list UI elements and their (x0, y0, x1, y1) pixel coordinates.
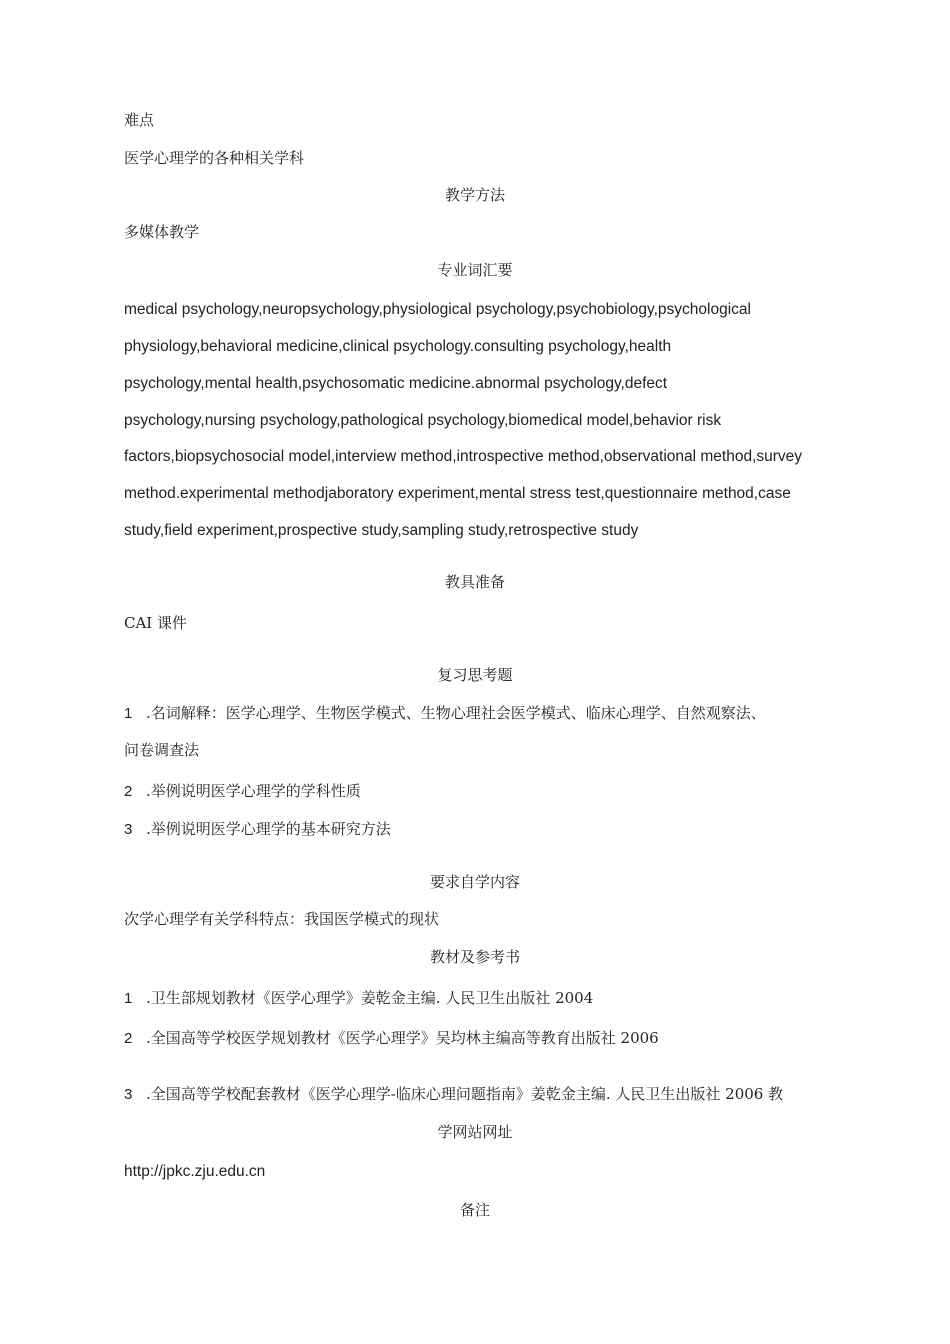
item-text: .卫生部规划教材《医学心理学》姜乾金主编. 人民卫生出版社 2004 (146, 989, 594, 1007)
references-heading: 教材及参考书 (429, 948, 520, 966)
website-heading: 学网站网址 (437, 1123, 513, 1141)
item-number: 1 (124, 705, 133, 722)
vocabulary-line: psychology,mental health,psychosomatic medicine.abnormal psychology,defect (124, 375, 668, 392)
vocabulary-line: psychology,nursing psychology,pathological psychology,biomedical model,behavior risk (124, 412, 722, 429)
item-text: .全国高等学校医学规划教材《医学心理学》吴均林主编高等教育出版社 2006 (146, 1029, 659, 1047)
reference-item (124, 1028, 659, 1049)
teaching-tools-text: CAI 课件 (124, 614, 188, 632)
item-text: .名词解释：医学心理学、生物医学模式、生物心理社会医学模式、临床心理学、自然观察法、 (146, 704, 766, 722)
reference-item (124, 988, 593, 1009)
item-number: 2 (124, 783, 133, 800)
vocabulary-line: method.experimental methodjaboratory experiment,mental stress test,questionnaire method,case (124, 485, 791, 502)
item-text: .举例说明医学心理学的基本研究方法 (146, 820, 391, 838)
vocabulary-line: factors,biopsychosocial model,interview method,introspective method,observational method,survey (124, 448, 803, 465)
self-study-text: 次学心理学有关学科特点：我国医学模式的现状 (124, 910, 440, 928)
item-number: 2 (124, 1030, 133, 1047)
website-url[interactable]: http://jpkc.zju.edu.cn (124, 1163, 266, 1180)
review-question-item (124, 781, 361, 802)
vocabulary-heading: 专业词汇要 (437, 261, 513, 279)
teaching-method-heading: 教学方法 (444, 186, 505, 204)
item-number: 1 (124, 990, 133, 1007)
reference-item (124, 1084, 783, 1105)
vocabulary-line: medical psychology,neuropsychology,physiological psychology,psychobiology,psychological (124, 301, 751, 318)
item-text: .举例说明医学心理学的学科性质 (146, 782, 361, 800)
review-questions-heading: 复习思考题 (437, 666, 513, 684)
item-number: 3 (124, 1086, 133, 1103)
self-study-heading: 要求自学内容 (429, 873, 520, 891)
vocabulary-line: physiology,behavioral medicine,clinical psychology.consulting psychology,health (124, 338, 672, 355)
review-question-item (124, 819, 391, 840)
difficulty-heading: 难点 (124, 111, 155, 129)
review-question-item (124, 703, 766, 724)
teaching-tools-heading: 教具准备 (444, 573, 505, 591)
notes-heading: 备注 (459, 1201, 490, 1219)
item-text: .全国高等学校配套教材《医学心理学-临床心理问题指南》姜乾金主编. 人民卫生出版社 2006 教 (146, 1085, 784, 1103)
vocabulary-line: study,field experiment,prospective study,sampling study,retrospective study (124, 522, 639, 539)
review-question-continuation: 问卷调查法 (124, 741, 200, 759)
difficulty-text: 医学心理学的各种相关学科 (124, 149, 305, 167)
item-number: 3 (124, 821, 133, 838)
teaching-method-text: 多媒体教学 (124, 223, 200, 241)
